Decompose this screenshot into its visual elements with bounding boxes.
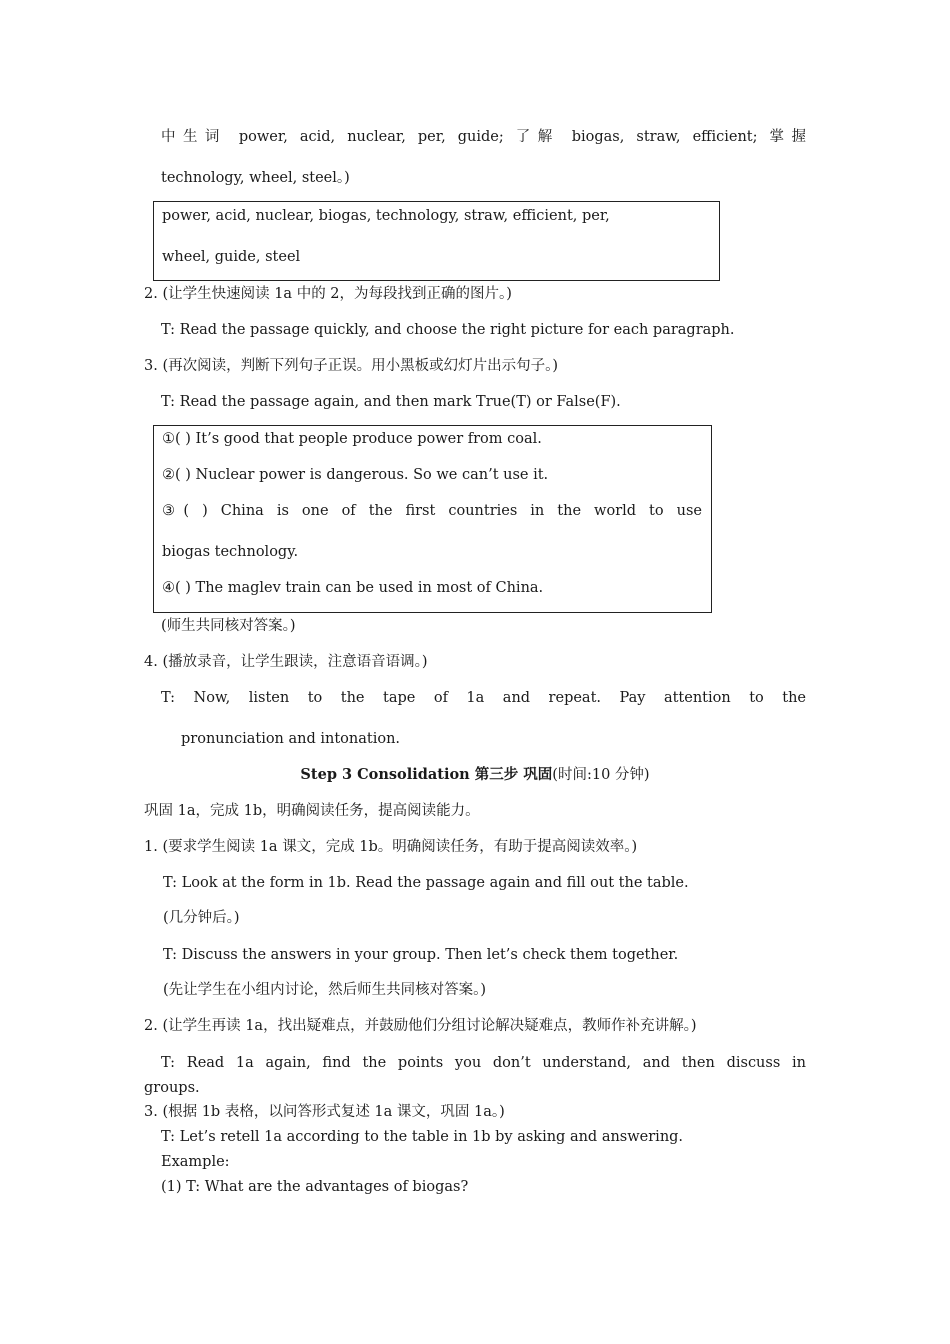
s3-item-2-teacher-line-1: T: Read 1a again, find the points you don’t understand, and then discuss in bbox=[161, 1055, 806, 1071]
statement-3-line-1: ③( ) China is one of the first countries in the world to use bbox=[162, 503, 702, 519]
s3-item-2-instruction: 2. (让学生再读 1a，找出疑难点，并鼓励他们分组讨论解决疑难点，教师作补充讲解。) bbox=[144, 1018, 697, 1034]
statement-1: ①( ) It’s good that people produce power from coal. bbox=[162, 431, 542, 447]
statement-4: ④( ) The maglev train can be used in most of China. bbox=[162, 580, 544, 596]
item-2-teacher-line: T: Read the passage quickly, and choose the right picture for each paragraph. bbox=[161, 322, 735, 338]
item-3-instruction: 3. (再次阅读，判断下列句子正误。用小黑板或幻灯片出示句子。) bbox=[144, 358, 559, 374]
item-4-teacher-line-1: T: Now, listen to the tape of 1a and repeat. Pay attention to the bbox=[161, 690, 806, 706]
s3-item-2-teacher-line-2: groups. bbox=[144, 1080, 200, 1096]
vocabulary-line-1: power, acid, nuclear, biogas, technology, straw, efficient, per, bbox=[162, 208, 610, 224]
statement-2: ②( ) Nuclear power is dangerous. So we can’t use it. bbox=[162, 467, 549, 483]
intro-line-1: 中生词 power, acid, nuclear, per, guide; 了解 biogas, straw, efficient; 掌握 bbox=[161, 129, 806, 145]
item-3-teacher-line: T: Read the passage again, and then mark True(T) or False(F). bbox=[161, 394, 621, 410]
item-4-instruction: 4. (播放录音，让学生跟读，注意语音语调。) bbox=[144, 654, 428, 670]
item-2-instruction: 2. (让学生快速阅读 1a 中的 2，为每段找到正确的图片。) bbox=[144, 286, 512, 302]
s3-item-1-note-2: (先让学生在小组内讨论，然后师生共同核对答案。) bbox=[163, 982, 487, 998]
statement-3-line-2: biogas technology. bbox=[162, 544, 299, 560]
s3-item-1-instruction: 1. (要求学生阅读 1a 课文，完成 1b。明确阅读任务，有助于提高阅读效率。) bbox=[144, 839, 638, 855]
vocabulary-line-2: wheel, guide, steel bbox=[162, 249, 301, 265]
step-3-intro: 巩固 1a，完成 1b，明确阅读任务，提高阅读能力。 bbox=[144, 803, 480, 819]
s3-item-3-question-1: (1) T: What are the advantages of biogas? bbox=[161, 1179, 469, 1195]
s3-item-3-example-label: Example: bbox=[161, 1154, 230, 1170]
vocabulary-box bbox=[153, 201, 720, 281]
s3-item-3-teacher-line: T: Let’s retell 1a according to the table in 1b by asking and answering. bbox=[161, 1129, 684, 1145]
s3-item-1-teacher-line-1: T: Look at the form in 1b. Read the passage again and fill out the table. bbox=[163, 875, 689, 891]
check-answers-note: (师生共同核对答案。) bbox=[161, 618, 296, 634]
step-3-heading bbox=[0, 765, 950, 785]
step-3-title: Step 3 Consolidation 第三步 巩固 bbox=[300, 766, 553, 783]
s3-item-1-teacher-line-2: T: Discuss the answers in your group. Then let’s check them together. bbox=[163, 947, 679, 963]
s3-item-1-note-1: (几分钟后。) bbox=[163, 910, 240, 926]
true-false-box bbox=[153, 425, 712, 613]
step-3-time: (时间:10 分钟) bbox=[552, 767, 650, 783]
item-4-teacher-line-2: pronunciation and intonation. bbox=[181, 731, 401, 747]
s3-item-3-instruction: 3. (根据 1b 表格，以问答形式复述 1a 课文，巩固 1a。) bbox=[144, 1104, 505, 1120]
intro-line-2: technology, wheel, steel。) bbox=[161, 170, 350, 186]
